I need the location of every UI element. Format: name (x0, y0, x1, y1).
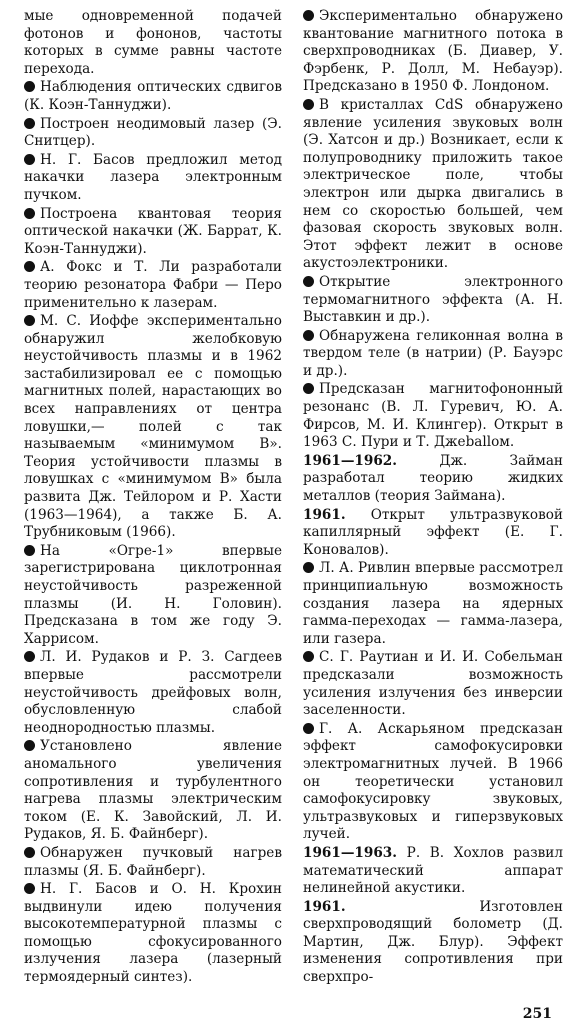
entry-text: Экспериментально обнаружено квантование магнитного потока в сверхпроводниках (Б. Диавер, У. Фэрбенк, Р. Долл, М. Небауэр). Предсказано в 1950 Ф. Лондоном. (303, 8, 563, 95)
bullet-icon (24, 847, 35, 858)
text-entry (24, 313, 282, 542)
entry-text: Обнаружена геликонная волна в твердом теле (в натрии) (Р. Бауэрс и др.). (303, 327, 563, 379)
text-entry (303, 649, 563, 719)
entry-text: Г. А. Аскарьяном предсказан эффект самофокусировки электромагнитных лучей. В 1966 он теоретически установил самофокусировку звуковых, ультразвуковых и гиперзвуковых лучей. (303, 720, 563, 843)
bullet-icon (24, 261, 35, 272)
right-column (303, 8, 563, 988)
bullet-icon (303, 723, 314, 734)
entry-text: Р. В. Хохлов развил математический аппарат нелинейной акустики. (303, 844, 564, 897)
page-number: 251 (522, 1006, 552, 1022)
entry-text: Открыт ультразвуковой капиллярный эффект (Е. Г. Коновалов). (303, 506, 563, 558)
bullet-icon (24, 545, 35, 556)
entry-text: Предсказан магнитофононный резонанс (В. Л. Гуревич, Ю. А. Фирсов, М. И. Клингер). Открыт в 1963 С. Пури и Т. Джеballом. (303, 381, 563, 451)
entry-text: Л. И. Рудаков и Р. З. Сагдеев впервые рассмотрели неустойчивость дрейфовых волн, обусловленную слабой неоднородностью плазмы. (24, 649, 282, 736)
text-entry (303, 274, 563, 327)
text-entry (303, 721, 563, 844)
bullet-icon (303, 99, 314, 110)
entry-text: Изготовлен сверхпроводящий болометр (Д. Мартин, Дж. Блур). Эффект изменения сопротивления при сверхпро- (303, 898, 563, 986)
bullet-icon (303, 562, 314, 573)
entry-text: Н. Г. Басов предложил метод накачки лазера электронным пучком. (24, 151, 282, 203)
entry-text: С. Г. Раутиан и И. И. Собельман предсказали возможность усиления излучения без инверсии заселенности. (303, 649, 563, 719)
text-entry (24, 738, 282, 844)
text-entry (24, 259, 282, 312)
bullet-icon (303, 651, 314, 662)
entry-text: Л. А. Ривлин впервые рассмотрел принципиальную возможность создания лазера на ядерных гамма-переходах — гамма-лазера, или газера. (303, 560, 563, 647)
text-entry (303, 381, 563, 451)
entry-year: 1961—1963. (303, 844, 397, 861)
text-entry (24, 79, 282, 114)
text-entry (24, 649, 282, 737)
entry-text: Обнаружен пучковый нагрев плазмы (Я. Б. Файнберг). (24, 844, 282, 879)
entry-text: Наблюдения оптических сдвигов (К. Коэн-Таннуджи). (24, 79, 282, 113)
bullet-icon (24, 208, 35, 219)
bullet-icon (303, 10, 314, 21)
text-entry (303, 507, 563, 560)
entry-year: 1961—1962. (303, 452, 397, 469)
entry-text: Открытие электронного термомагнитного эффекта (А. Н. Выставкин и др.). (303, 273, 563, 326)
bullet-icon (24, 81, 35, 92)
text-entry (303, 560, 563, 648)
text-entry (24, 881, 282, 987)
bullet-icon (24, 651, 35, 662)
text-entry (24, 543, 282, 649)
bullet-icon (24, 740, 35, 751)
bullet-icon (303, 330, 314, 341)
entry-year: 1961. (303, 898, 346, 915)
text-entry (303, 453, 563, 506)
bullet-icon (24, 118, 35, 129)
entry-text: На «Огре-1» впервые зарегистрирована циклотронная неустойчивость разреженной плазмы (И. Н. Головин). Предсказана в том же году Э. Харрисом. (24, 542, 282, 647)
text-entry (24, 206, 282, 259)
text-entry (24, 845, 282, 880)
bullet-icon (24, 154, 35, 165)
entry-year: 1961. (303, 506, 346, 523)
text-entry (303, 328, 563, 381)
text-entry (303, 97, 563, 273)
entry-text: Дж. Займан разработал теорию жидких металлов (теория Займана). (303, 452, 563, 505)
entry-text: Н. Г. Басов и О. Н. Крохин выдвинули идею получения высокотемпературной плазмы с помощью сфокусированного излучения лазера (лазерный термоядерный синтез). (24, 881, 282, 986)
text-entry (303, 899, 563, 987)
entry-text: Построен неодимовый лазер (Э. Снитцер). (24, 115, 282, 150)
entry-text: Установлено явление аномального увеличения сопротивления и турбулентного нагрева плазмы электрическим током (Е. К. Завойский, Л. И. Рудаков, Я. Б. Файнберг). (24, 738, 282, 843)
bullet-icon (24, 883, 35, 894)
entry-text: Построена квантовая теория оптической накачки (Ж. Баррат, К. Коэн-Таннуджи). (24, 205, 282, 257)
text-entry (24, 152, 282, 205)
text-entry (24, 8, 282, 78)
entry-text: В кристаллах CdS обнаружено явление усиления звуковых волн (Э. Хатсон и др.) Возникает, если к полупроводнику приложить такое электрическое поле, чтобы электрон или дырка двигались в нем со скоростью большей, чем фазовая скорость звуковых волн. Этот эффект лежит в основе акустоэлектроники. (303, 96, 563, 272)
left-column (24, 8, 282, 988)
entry-text: мые одновременной подачей фотонов и фононов, частоты которых в сумме равны частоте перехода. (24, 8, 282, 77)
bullet-icon (303, 276, 314, 287)
text-entry (24, 116, 282, 151)
entry-text: М. С. Иоффе экспериментально обнаружил желобковую неустойчивость плазмы и в 1962 застабилизировал ее с помощью магнитных полей, нарастающих во всех направлениях от центра ловушки,— полей с так называемым «минимумом В». Теория устойчивости плазмы в ловушках с «минимумом В» была развита Дж. Тейлором и Р. Хасти (1963—1964), а также Б. А. Трубниковым (1966). (24, 313, 282, 541)
entry-text: А. Фокс и Т. Ли разработали теорию резонатора Фабри — Перо применительно к лазерам. (24, 259, 282, 311)
bullet-icon (303, 383, 314, 394)
text-entry (303, 8, 563, 96)
bullet-icon (24, 315, 35, 326)
text-entry (303, 845, 563, 898)
